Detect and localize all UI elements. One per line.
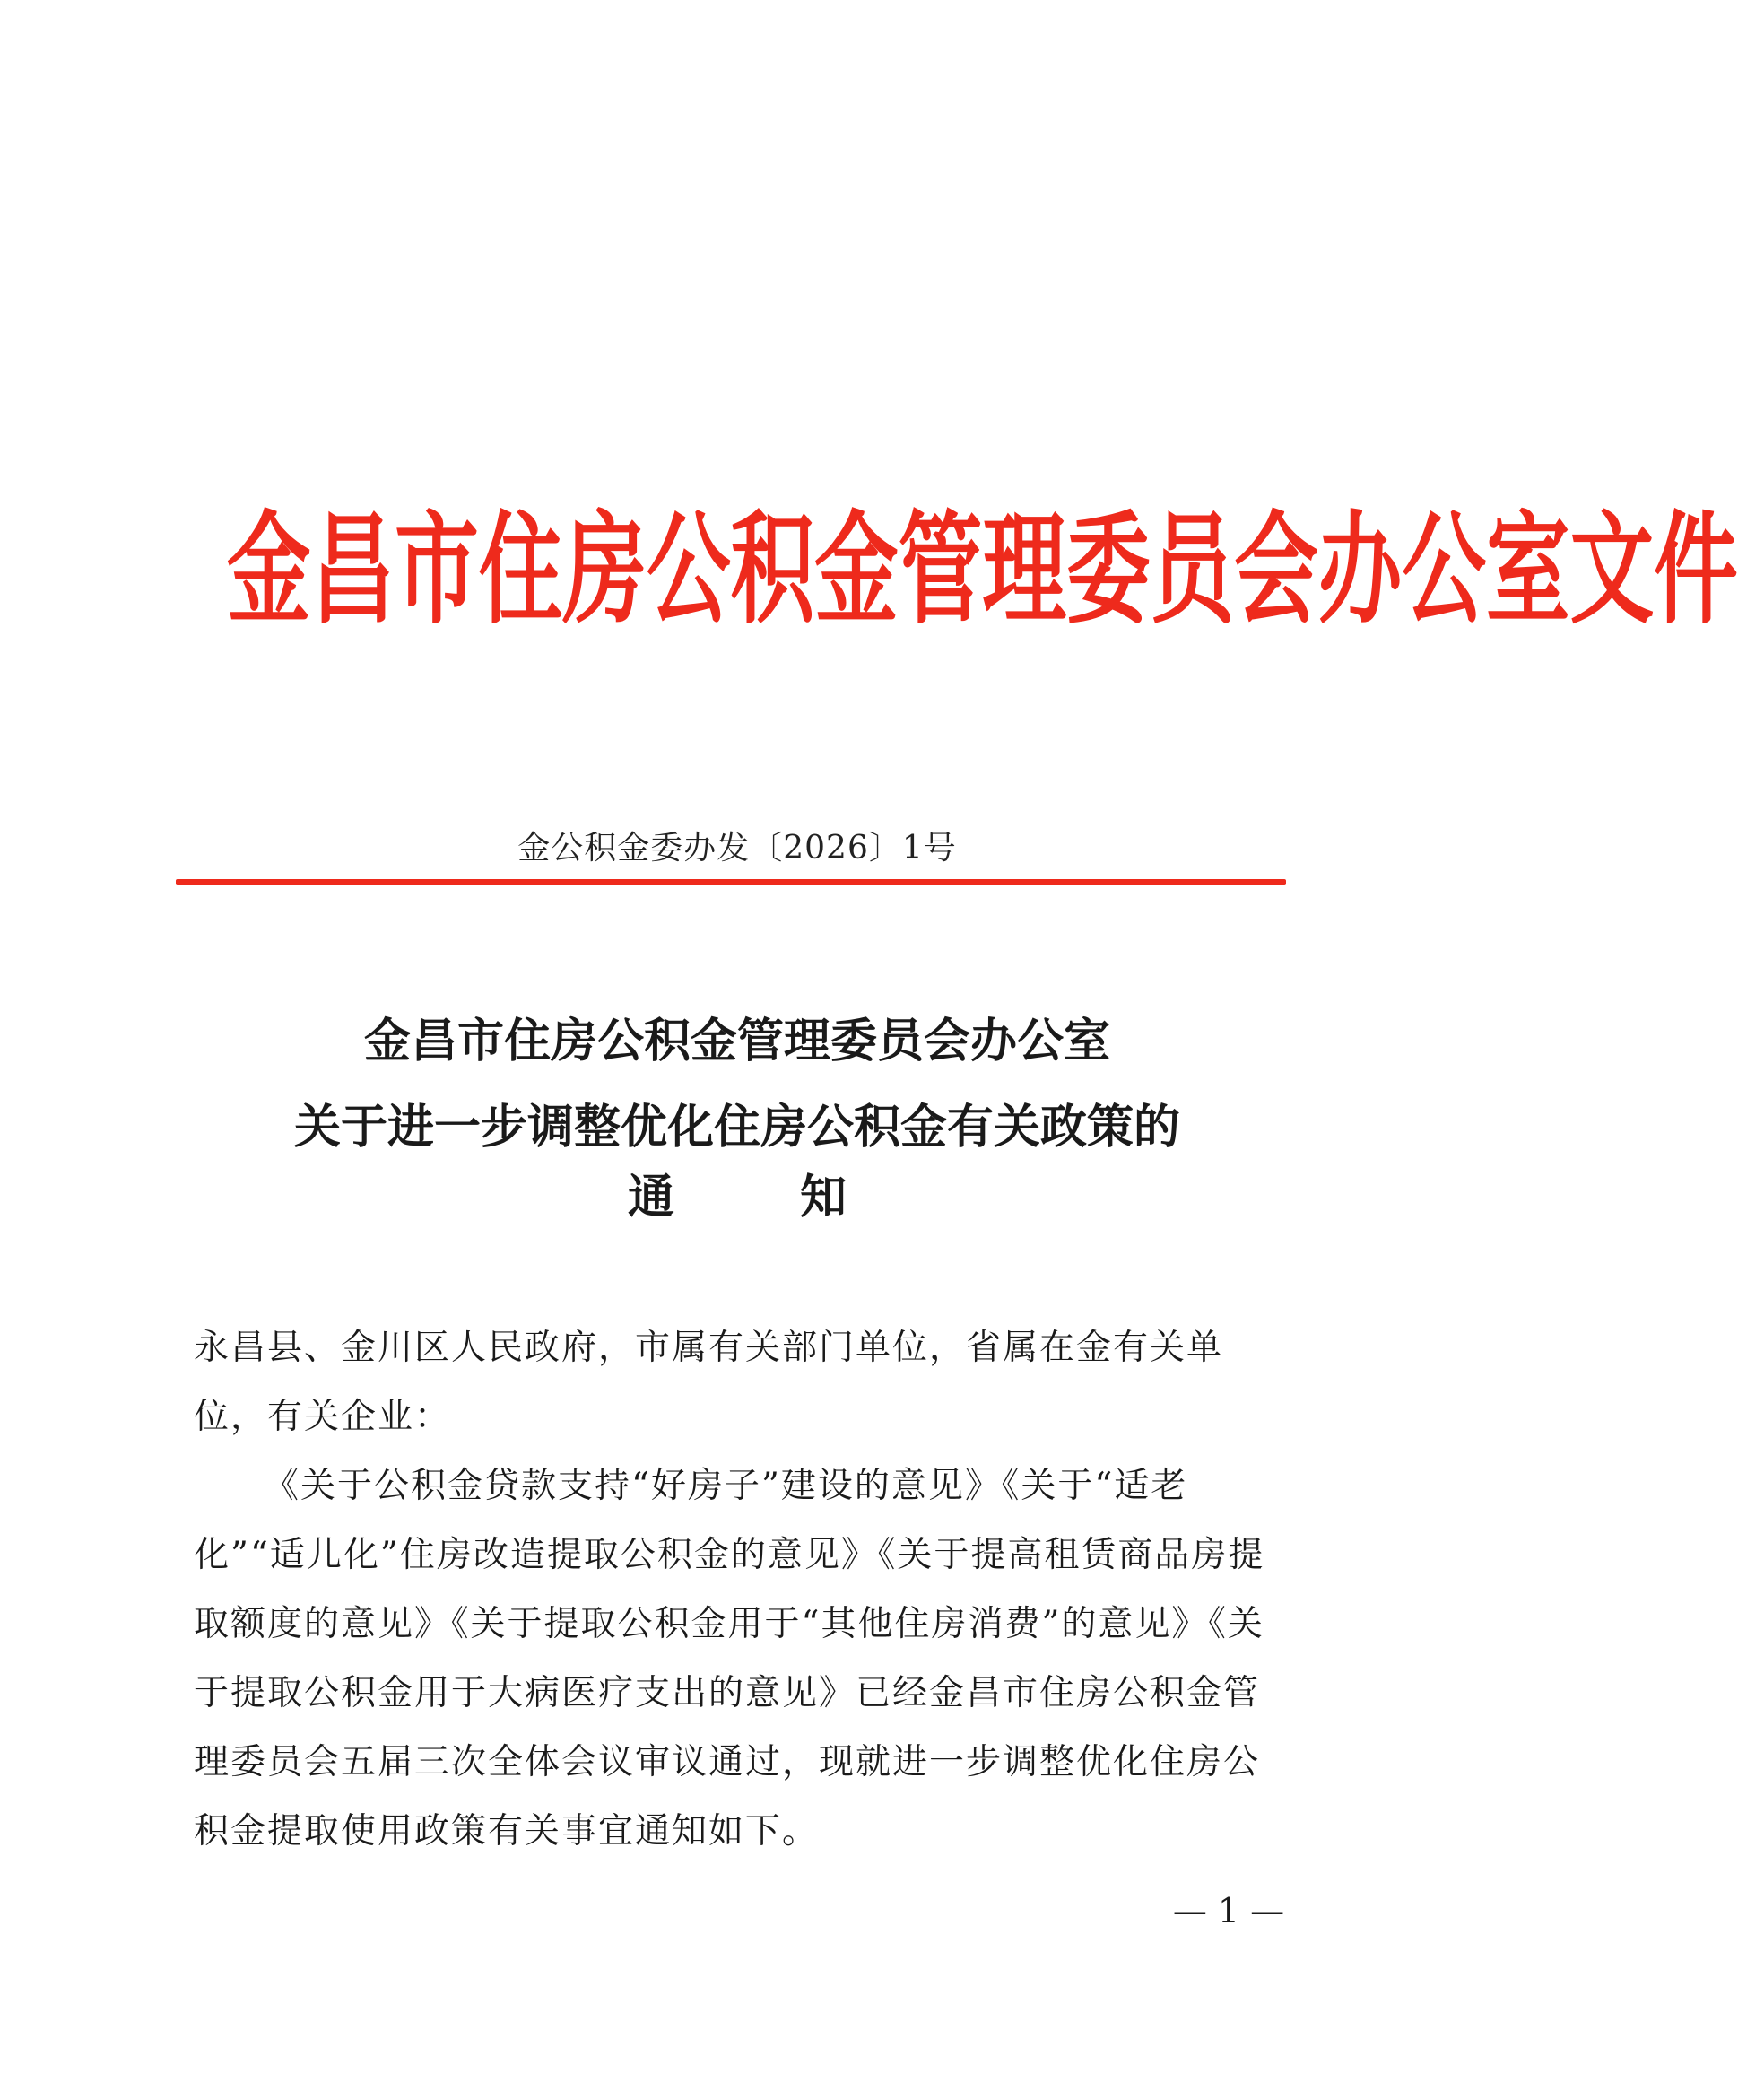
organization-header: 金昌市住房公积金管理委员会办公室文件 [227,498,1738,641]
red-divider-line [176,879,1286,885]
salutation: 永昌县、金川区人民政府，市属有关部门单位，省属在金有关单位，有关企业： [194,1328,1224,1437]
page-number: — 1 — [1172,1891,1285,1930]
document-number: 金公积金委办发〔2026〕1号 [517,830,957,867]
body-paragraph-1: 《关于公积金贷款支持“好房子”建设的意见》《关于“适老化”“适儿化”住房改造提取公积金的意见》《关于提高租赁商品房提取额度的意见》《关于提取公积金用于“其他住房消费”的意见》《关于提取公积金用于大病医疗支出的意见》已经金昌市住房公积金管理委员会五届三次全体会议审议通过，现就进一步调整优化住房公积金提取使用政策有关事宜通知如下。 [194,1466,1265,1852]
title-line-2: 关于进一步调整优化住房公积金有关政策的 [293,1100,1180,1155]
title-line-3: 通知 [627,1170,972,1224]
title-line-1: 金昌市住房公积金管理委员会办公室 [363,1014,1110,1068]
